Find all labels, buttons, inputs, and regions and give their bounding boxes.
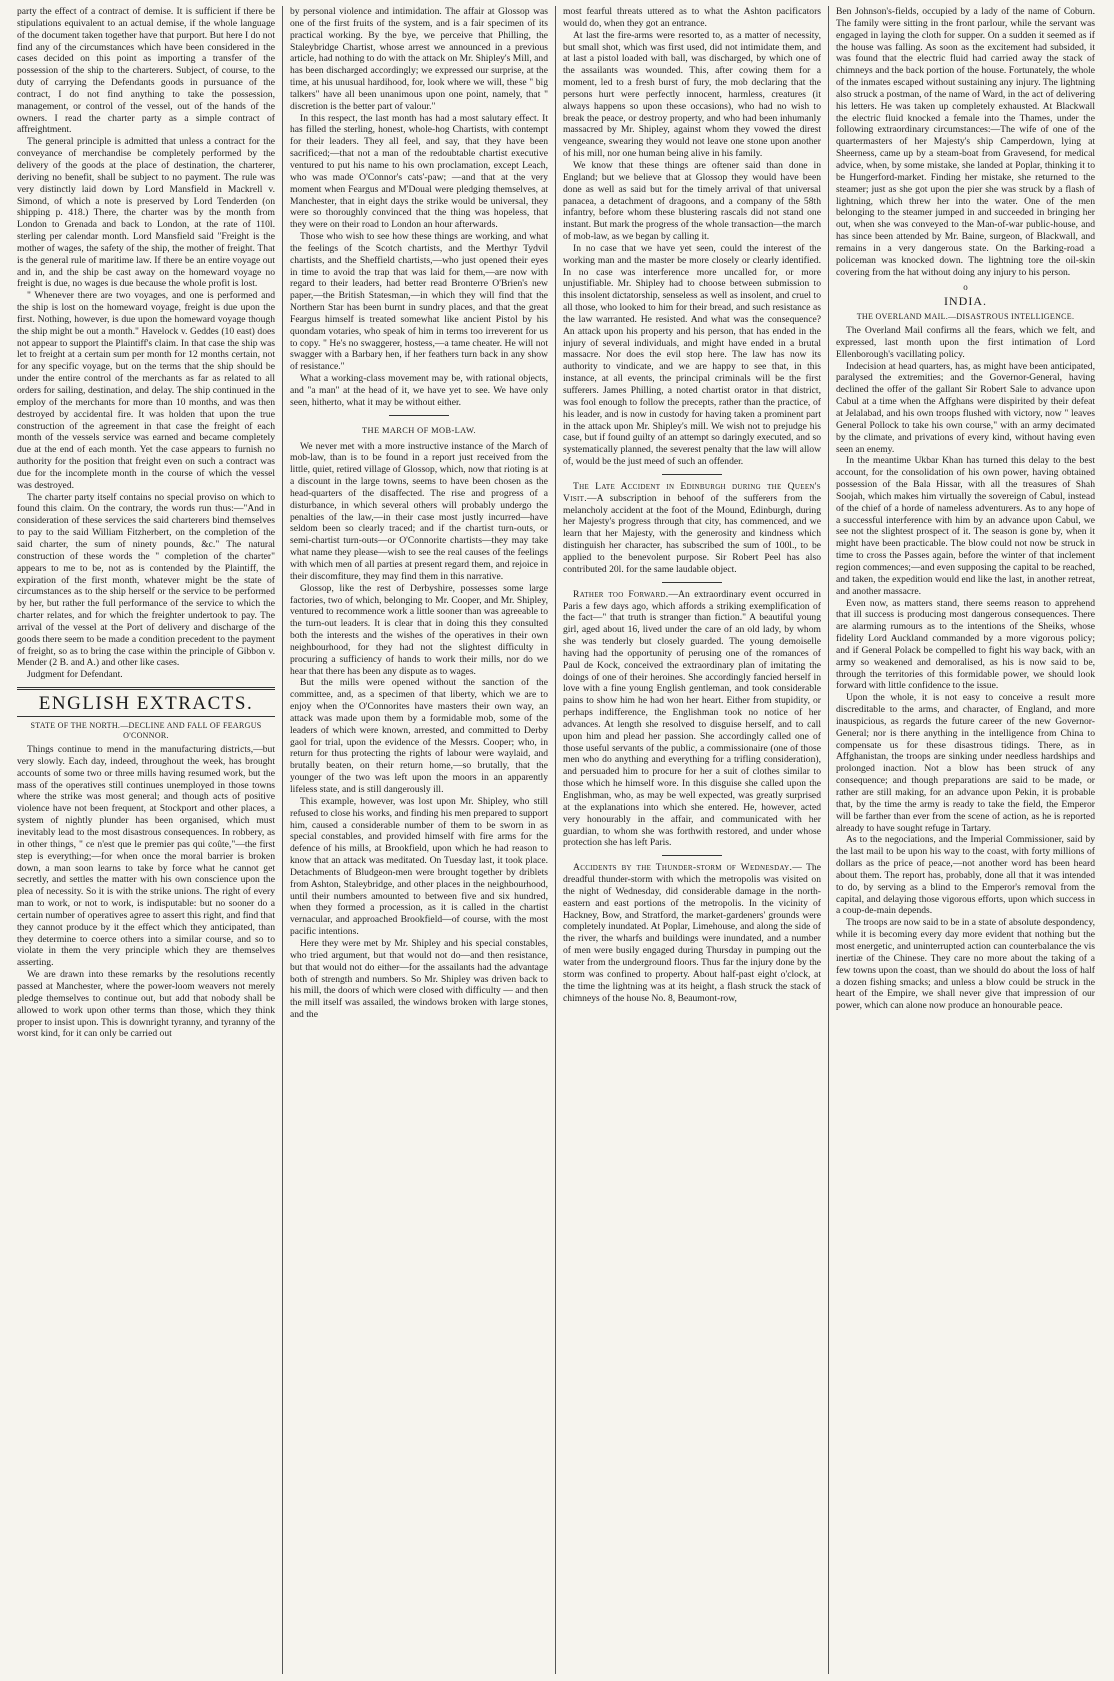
paragraph: This example, however, was lost upon Mr. Shipley, who still refused to close his works, and finding his men prepared to support him, caused a considerable number of them to be sworn in as special constables, and provided himself with fire arms for the defence of his mills, at Brookfield, upon which he had reason to know that an attack was meditated. On Tuesday last, it took place. Detachments of Bludgeon-men were brought together by driblets from Ashton, Staleybridge, and other places in the neighbourhood, until their numbers amounted to between five and six hundred, when they formed a procession, as it is called in the chartist vernacular, and approached Brookfield—of course, with the most pacific intentions. — [290, 795, 548, 938]
news-item-lead: Accidents by the Thunder-storm of Wednesday. — [573, 862, 793, 874]
paragraph: But the mills were opened without the sanction of the committee, and, as a specimen of that liberty, which we are to enjoy when the O'Connorites have masters their own way, an attack was made upon them by a formidable mob, some of the leaders of which were known, arrested, and committed to Derby gaol for trial, upon the evidence of the Messrs. Cooper; who, in return for thus protecting the rights of labour were waylaid, and brutally beaten, on their return home,—so brutally, that the younger of the two was left upon the moors in an apparently lifeless state, and is still dangerously ill. — [290, 677, 548, 795]
section-ornament: o — [963, 282, 968, 293]
divider-rule — [662, 582, 722, 583]
paragraph: In this respect, the last month has had a most salutary effect. It has filled the sterling, honest, whole-hog Chartists, with contempt for their leaders. They all feel, and say, that they have been sacrificed;—that not a man of the redoubtable chartist executive ventured to put his name to his own proclamation, except Leach, who was made O'Connor's cats'-paw; —and that at the very moment when Feargus and M'Doual were pledging themselves, at Manchester, that in eight days the strike would be universal, they were so thoroughly convinced that the thing was hopeless, that they were on their road to London an hour afterwards. — [290, 112, 548, 231]
judgment-line: Judgment for Defendant. — [27, 669, 123, 681]
divider-rule — [389, 415, 449, 416]
paragraph: The troops are now said to be in a state of absolute despondency, while it is becoming every day more evident that nothing but the most energetic, and uninterrupted action can counterbalance the vis inertiæ of the Chinese. They care no more about the taking of a few towns upon the coast, than we should do about the loss of half a dozen fishing smacks; and unless a blow could be struck in the heart of the Empire, we shall never give that impression of our power, which can alone now produce an honourable peace. — [836, 917, 1096, 1012]
section-title-india: INDIA. — [944, 294, 987, 309]
news-item-lead: The Late Accident in Edinburgh during the Queen's Visit. — [563, 480, 821, 504]
paragraph: Upon the whole, it is not easy to conceive a result more discreditable to the arms, and character, of England, and more inauspicious, as regards the future career of the new Governor-General; nor is there anything in the intelligence from China to compensate us for these disastrous tidings. There, as in Affghanistan, the troops are sinking under needless hardships and prolonged inaction. Not a blow has been struck of any consequence; and though preparations are said to be made, or rather are still making, for an advance upon Pekin, it is probable that, by the time the army is ready to take the field, the Emperor will be farther than ever from the scene of action, as he is reported already to have sought refuge in Tartary. — [836, 692, 1095, 834]
article-heading: THE MARCH OF MOB-LAW. — [362, 425, 476, 435]
article-subheading: STATE OF THE NORTH.—DECLINE AND FALL OF FEARGUS O'CONNOR. — [30, 721, 262, 741]
paragraph: The charter party itself contains no special proviso on which to found this claim. On the contrary, the words run thus:—"And in consideration of these services the said charterers bind themselves to pay to the said William Fitzherbert, on the completion of the said charter, the sum of ninety pounds, &c." The natural construction of these words the " completion of the charter" appears to me to be, not as is contended by the Plaintiff, the expiration of the first month, whatever might be the state of circumstances as to the ship herself or the service to be performed by her, but rather the full performance of the service to which the charter relates, and for which the freighter undertook to pay. The arrival of the vessel at the Port of delivery and discharge of the goods there seem to be made a condition precedent to the payment of freight, so as to bring the case within the principle of Gibbon v. Mender (2 B. and A.) and other like cases. — [17, 491, 275, 669]
paragraph: " Whenever there are two voyages, and one is performed and the ship is lost on the homeward voyage, freight is due upon the first. Nothing, however, is due upon the homeward voyage though the ship might be out a month." Havelock v. Geddes (10 east) does not appear to support the Plaintiff's claim. In that case the ship was let to freight at a certain sum per month for 12 months certain, not for any specific voyage, but on the terms that the ship should be under the entire control of the merchants as far as related to all orders for sailing, destination, and delay. The ship continued in the employ of the merchants for more than 10 months, and was then destroyed by accidental fire. It was holden that upon the true construction of the agreement in that case the freight of each month of the vessels service was earned and became completely due at the end of each month. Yet the case appears to furnish no authority for the position that freight even on such a contract was due for the incomplete month in the course of which the vessel was destroyed. — [17, 290, 275, 491]
column-3 — [556, 6, 829, 1674]
paragraph: Ben Johnson's-fields, occupied by a lady of the name of Coburn. The family were sitting in the front parlour, while the servant was engaged in laying the cloth for supper. On a sudden it seemed as if the house was falling. As soon as the excitement had subsided, it was found that the electric fluid had carried away the stack of chimneys and the back portion of the house. Fortunately, the whole of the inmates escaped without sustaining any injury. The lightning also struck a postman, of the name of Ward, in the act of delivering his letters. He was taken up completely exhausted. At Blackwall the electric fluid knocked a female into the Thames, under the following extraordinary circumstances:—The wife of one of the quartermasters of her Majesty's ship Camperdown, lying at Sheerness, came up by a steam-boat from Gravesend, for medical advice, when, by some mistake, she landed at Poplar, thinking it to be Hungerford-market. Finding her mistake, she returned to the steamer; just as she got upon the pier she was struck by a flash of lightning, which threw her into the water. One of the men belonging to the steamer jumped in and succeeded in bringing her out, when she was conveyed to the Man-of-war public-house, and has since been attended by Mr. Baine, surgeon, of Blackwall, and remains in a very dangerous state. On the Barking-road a policeman was knocked down. The lightning tore the oil-skin covering from the hat without doing any injury to his person. — [836, 6, 1095, 278]
news-item-body: —A subscription in behoof of the sufferers from the melancholy accident at the foot of the Mound, Edinburgh, during her Majesty's progress through that city, has commenced, and we learn that her Majesty, with the generosity and kindness which distinguish her character, has subscribed the sum of 100l., to be applied to the benevolent purpose. Sir Robert Peel has also contributed 20l. for the same laudable object. — [563, 492, 821, 575]
paragraph: At last the fire-arms were resorted to, as a matter of necessity, but small shot, which was first used, did not intimidate them, and at last a pistol loaded with ball, was discharged, by which one of the assailants was wounded. This, after cowing them for a moment, led to a fresh burst of fury, the mob declaring that the persons hurt were perfectly innocent, harmless, creatures (it always happens so upon these occasions), who had no wish to break the peace, or destroy property, and who had been inhumanly massacred by Mr. Shipley, against whom they vowed the direst vengeance, swearing they would not leave one stone upon another of his mill, nor one human being alive in his family. — [563, 29, 821, 160]
paragraph: The Overland Mail confirms all the fears, which we felt, and expressed, last month upon the first intimation of Lord Ellenborough's vacillating policy. — [836, 325, 1095, 360]
paragraph: In no case that we have yet seen, could the interest of the working man and the master be more closely or clearly identified. In no case was interference more uncalled for, or more unjustifiable. Mr. Shipley had to choose between submission to this insolent dictatorship, senseless as well as insolent, and cruel to all those, who looked to him for their bread, and such resistance as the law warranted. He resisted. And what was the consequence? An attack upon his property and his person, that has ended in the injury of several individuals, and might have ended in a brutal massacre. Nor does the evil stop here. The law has now its authority to vindicate, and we are happy to see that, in this instance, at all events, the principal criminals will be the first sufferers. James Philling, a noted chartist orator in that district, was fool enough to follow the precepts, rather than the practice, of his leader, and is now in custody for having taken a prominent part in the attack upon Mr. Shipley's mill. We wish not to prejudge his case, but if found guilty of an attempt so daringly executed, and so systematically planned, the severest penalty that the law will allow of, would be the just meed of such an offender. — [563, 242, 821, 468]
news-item-body: —An extraordinary event occurred in Paris a few days ago, which affords a striking exemplification of the fact—" that truth is stranger than fiction." A beautiful young girl, aged about 16, lived under the care of an old lady, by whom she was tenderly but closely guarded. The young demoiselle having had the opportunity of perusing one of the romances of Paul de Kock, conceived the extraordinary plan of imitating the doings of one of their heroines. She accordingly fancied herself in love with a fine young English gentleman, and took considerable pains to show him he had won her heart. Either from stupidity, or perhaps indifference, the Englishman took no notice of her advances. At length she resolved to disguise herself, and to call upon him and plead her passion. She accordingly called one of those useful servants of the public, a commissionaire (one of those men who do anything and everything for a trifling consideration), and persuaded him to procure for her a suit of clothes similar to those which he himself wore. In this disguise she called upon the Englishman, who, as may be well expected, was greatly surprised at the explanations into which she entered. He, however, acted very honourably in the affair, and communicated with her guardian, to whom she was forthwith restored, and under whose protection she has left Paris. — [563, 588, 821, 849]
paragraph: Things continue to mend in the manufacturing districts,—but very slowly. Each day, indeed, throughout the week, has brought accounts of some two or three mills having resumed work, but the mass of the operatives still continues unemployed in those towns where the strike was most general; and though acts of positive violence have not been frequent, at Stockport and other places, a system of nightly plunder has been organised, which must inevitably lead to the most disastrous consequences. In robbery, as in other things, " ce n'est que le premier pas qui coûte,"—the first step is everything;—for when once the moral barrier is broken down, a man soon learns to take by force what he cannot get secretly, and settles the matter with his own conscience upon the plea of necessity. So it is with the strike unions. The right of every man to work, or not to work, is indisputable: but no sooner do a certain number of operatives agree to assert this right, and find that they cannot produce by it the effect which they anticipated, than they determine to coerce others into a similar course, and so to violate in them the very principle which they are themselves asserting. — [17, 744, 275, 969]
news-item — [563, 862, 821, 1004]
paragraph: most fearful threats uttered as to what the Ashton pacificators would do, when they got an entrance. — [563, 6, 821, 29]
column-1 — [10, 6, 283, 1674]
paragraph: by personal violence and intimidation. The affair at Glossop was one of the first fruits of the system, and is a fair specimen of its practical working. By the bye, we perceive that Philling, the Staleybridge Chartist, whose arrest we announced in a previous article, had nothing to do with the attack on Mr. Shipley's Mill, and has been discharged accordingly; we expressed our surprise, at the time, at his unusual hardihood, for, look where we will, these " big talkers" have all been unanimous upon one point, namely, that " discretion is the better part of valour." — [290, 6, 548, 112]
paragraph: The general principle is admitted that unless a contract for the conveyance of merchandise be completely performed by the delivery of the goods at the place of destination, the charterer, deriving no benefit, shall be subject to no payment. The rule was very distinctly laid down by Lord Mansfield in Mackrell v. Simond, of which a note is preserved by Lord Tenderden (on shipping p. 418.) There, the charter was by the month from London to Grenada and back to London, at the rate of 110l. sterling per calendar month. Lord Mansfield said "Freight is the mother of wages, the safety of the ship, the mother of freight. That is the general rule of maritime law. If there be an entire voyage out and in, and the ship be cast away on the homeward voyage no freight is due, no wages is due because the whole profit is lost. — [17, 136, 275, 290]
paragraph: As to the negociations, and the Imperial Commissioner, said by the last mail to be upon his way to the coast, with forty millions of dollars as the price of peace,—not another word has been heard about them. The report has, probably, done all that it was intended to do, by serving as a blind to the Emperor's removal from the capital, and delaying those vigorous efforts, upon which success in a coup-de-main depends. — [836, 834, 1095, 917]
divider-rule — [662, 474, 722, 475]
paragraph: What a working-class movement may be, with rational objects, and "a man" at the head of it, we have yet to see. We have only seen, hitherto, what it may be without either. — [290, 373, 548, 408]
divider-rule — [662, 855, 722, 856]
paragraph: Even now, as matters stand, there seems reason to apprehend that ill success is producing most dangerous consequences. There are alarming rumours as to the intentions of the Sheiks, whose fidelity Lord Auckland commanded by a more vigorous policy; and if General Polack be compelled to fight his way back, with an army so weakened and demoralised, as his is now said to be, through the territories of this formidable power, we should look forward with little confidence to the issue. — [836, 597, 1095, 692]
paragraph: Here they were met by Mr. Shipley and his special constables, who tried argument, but that would not do—and then resistance, but that would not do either—for the assailants had the advantage both of strength and numbers. So Mr. Shipley was driven back to his mill, the doors of which were closed with difficulty — and then the mill itself was assailed, the windows broken with large stones, and the — [290, 937, 549, 1021]
paragraph: In the meantime Ukbar Khan has turned this delay to the best account, for the consolidation of his own power, having obtained possession of the Bala Hissar, with all the treasures of Shah Soojah, which makes him virtually the sovereign of Cabul, instead of the chief of a horde of nameless adventurers. As to any hope of a successful interference with him by an advance upon Cabul, we see not the slightest prospect of it. The season is gone by, when it might have been practicable. The blow could not now be struck in time to cross the Passes again, before the winter of that inclement region commences;—and even supposing the capital to be reached, and taken, the expedition would end like the last, in another retreat, and another massacre. — [836, 455, 1095, 597]
news-item — [563, 481, 821, 576]
news-item-body: — The dreadful thunder-storm with which the metropolis was visited on the night of Wednesday, did considerable damage in the north-eastern and east portions of the metropolis. In the vicinity of Hackney, Bow, and Stratford, the market-gardeners' grounds were completely inundated. At Poplar, Limehouse, and along the side of the river, the wharfs and buildings were inundated, and a number of men were busily engaged during Thursday in pumping out the water from the underground floors. Thus far the injury done by the storm was confined to property. About half-past eight o'clock, at the time the lightning was at its height, a flash struck the stack of chimneys of the house No. 8, Beaumont-row, — [563, 862, 821, 1004]
column-4 — [829, 6, 1102, 1674]
paragraph: Glossop, like the rest of Derbyshire, possesses some large factories, two of which, belonging to Mr. Cooper, and Mr. Shipley, ventured to recommence work a little sooner than was agreeable to the turn-out leaders. It is clear that in doing this they consulted both the interests and the wishes of the operatives in their own neighbourhood, for they had not the slightest difficulty in procuring a sufficiency of hands to work their mills, nor do we hear that there has been any dispute as to wages. — [290, 582, 548, 677]
news-item — [563, 589, 821, 850]
paragraph: party the effect of a contract of demise. It is sufficient if there be stipulations equivalent to an actual demise, if the whole language of the document taken together have that purport. But here I do not find any of the circumstances which have been considered in the cases decided on this point as importing a transfer of the possession of the ship to the charterers. Subject, of course, to the duty of carrying the Defendants goods in pursuance of the contract, I do not find anything to take the possession, management, or control of the vessel, out of the hands of the owners. I read the charter party as a simple contract of affreightment. — [17, 6, 275, 136]
paragraph: Indecision at head quarters, has, as might have been anticipated, paralysed the extremities; and the Governor-General, having declined the offer of the gallant Sir Robert Sale to advance upon Cabul at a time when the Affghans were dispirited by their defeat at Jelalabad, and his own troops flushed with victory, now " leaves General Pollock to take his own course," with an army decimated by the climate, and privations of every kind, without having even seen an enemy. — [836, 360, 1095, 455]
article-subheading: THE OVERLAND MAIL.—DISASTROUS INTELLIGENCE. — [856, 312, 1075, 322]
news-item-lead: Rather too Forward. — [573, 588, 669, 600]
section-title: ENGLISH EXTRACTS. — [17, 687, 275, 717]
paragraph: We never met with a more instructive instance of the March of mob-law, than is to be found in a report just received from the little, quiet, retired village of Glossop, which, now that rioting is at a discount in the large towns, seems to have been chosen as the head-quarters of the disaffected. The rise and progress of a disturbance, in which several others will probably undergo the penalties of the law,—in their case most justly incurred—have seldom been so clearly traced; and if the chartist turn-outs, or semi-chartist turn-outs—or O'Connorite chartists—they may take what name they please—wish to see the real causes of the feelings with which men of all parties at present regard them, and rejoice in their discomfiture, they may find them in this narrative. — [290, 440, 548, 582]
paragraph: We know that these things are oftener said than done in England; but we believe that at Glossop they would have been done as well as said but for the timely arrival of that universal panacea, a detachment of dragoons, and a company of the 58th infantry, before whom these blustering rascals did not stand one instant. But mark the progress of the whole transaction—the march of mob-law, as we began by calling it. — [563, 159, 821, 243]
paragraph: Those who wish to see how these things are working, and what the feelings of the Scotch chartists, and the Merthyr Tydvil chartists, and the Sheffield chartists,—who just opened their eyes in time to avoid the trap that was laid for them,—are now with regard to their leaders, had better read Bronterre O'Brien's new paper,—the British Statesman,—in which they will find that the Northern Star has been burnt in sundry places, and that the great Feargus himself is treated somewhat like ancient Pistol by his quondam votaries, who speak of him in terms too irreverent for us to copy. " He's no swaggerer, hostess,—a tame cheater. He will not swagger with a Barbary hen, if her feathers turn back in any show of resistance." — [290, 231, 548, 373]
column-2 — [283, 6, 556, 1674]
paragraph: We are drawn into these remarks by the resolutions recently passed at Manchester, where the power-loom weavers not merely pledge themselves to continue out, but add that nobody shall be allowed to work upon other terms than those, which they think proper to insist upon. This is downright tyranny, and tyranny of the worst kind, for it can only be carried out — [17, 969, 275, 1040]
